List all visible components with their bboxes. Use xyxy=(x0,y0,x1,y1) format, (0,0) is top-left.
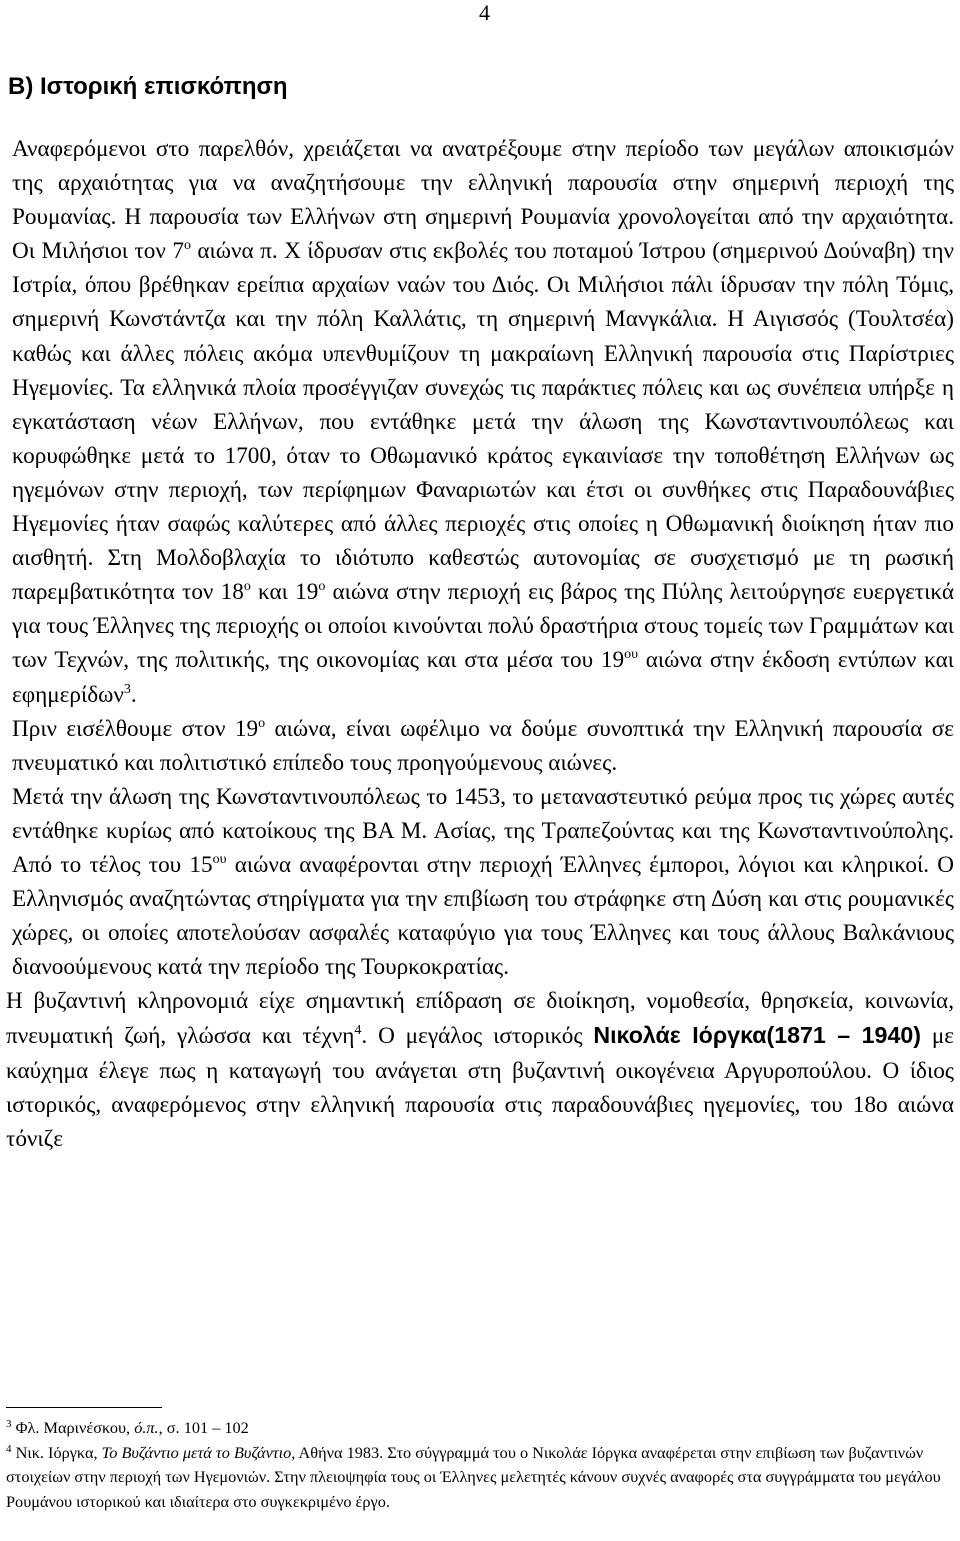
text: Η βυζαντινή κληρονομιά είχε σημαντική επίδραση σε διοίκηση, νομοθεσία, θρησκεία, κοινωνία, πνευματική ζωή, γλώσσα και τέχνη xyxy=(6,988,954,1050)
paragraph-4 xyxy=(6,984,954,1155)
text: με καύχημα έλεγε πως η καταγωγή του ανάγεται στη βυζαντινή οικογένεια Αργυροπούλου. Ο ίδιος ιστορικός, αναφερόμενος στην ελληνική παρουσία στις παραδουνάβιες ηγεμονίες, του 18ο αιώνα τόνιζε xyxy=(6,1023,954,1152)
body-text xyxy=(6,132,954,1156)
text: Φλ. Μαρινέσκου, xyxy=(11,1418,135,1437)
paragraph-3 xyxy=(6,780,954,985)
footnote-number: 3 xyxy=(6,1418,12,1430)
text: αιώνα στην περιοχή εις βάρος της Πύλης λειτούργησε ευεργετικά για τους Έλληνες της περιοχής οι οποίοι κινούνται πολύ δραστήρια στους τομείς των Γραμμάτων και των Τεχνών, της πολιτικής, της οικονομίας και στα μέσα του 19 xyxy=(12,579,954,674)
footnote-number: 4 xyxy=(6,1442,12,1455)
superscript: ο xyxy=(243,579,251,595)
text: . xyxy=(130,681,137,708)
italic-text: Το Βυζάντιο μετά το Βυζάντιο, xyxy=(101,1442,296,1462)
footnote-ref-3[interactable]: 3 xyxy=(123,681,131,697)
page-number: 4 xyxy=(479,0,490,25)
superscript: ο xyxy=(183,238,191,254)
text: Μετά την άλωση της Κωνσταντινουπόλεως το 1453, το μεταναστευτικό ρεύμα προς τις χώρες αυτές εντάθηκε κυρίως από κατοίκους της ΒΑ Μ. Ασίας, της Τραπεζούντας και της Κωνσταντινούπολης. Από το τέλος του 15 xyxy=(12,783,954,878)
paragraph-2 xyxy=(6,712,954,780)
text: Αναφερόμενοι στο παρελθόν, χρειάζεται να ανατρέξουμε στην περίοδο των μεγάλων αποικισμών της αρχαιότητας για να αναζητήσουμε την ελληνική παρουσία στην σημερινή περιοχή της Ρουμανίας. Η παρουσία των Ελλήνων στη σημερινή Ρουμανία χρονολογείται από την αρχαιότητα. Οι Μιλήσιοι τον 7 xyxy=(12,136,954,265)
section-heading: Β) Ιστορική επισκόπηση xyxy=(8,73,288,100)
superscript: ο xyxy=(258,715,266,731)
text: . Ο μεγάλος ιστορικός xyxy=(361,1023,594,1050)
text: αιώνα αναφέρονται στην περιοχή Έλληνες έμποροι, λόγιοι και κληρικοί. Ο Ελληνισμός αναζητώντας στηρίγματα για την επιβίωση του στράφηκε στη Δύση και στις ρουμανικές χώρες, οι οποίες αποτελούσαν ασφαλές καταφύγιο για τους Έλληνες και τους άλλους Βαλκάνιους διανοούμενους κατά την περίοδο της Τουρκοκρατίας. xyxy=(12,851,954,981)
text: Αθήνα 1983. Στο σύγγραμμά του ο Νικολάε Ιόργκα αναφέρεται στην επιβίωση των βυζαντινών στοιχείων στην περιοχή των Ηγεμονιών. Στην πλειοψηφία τους οι Έλληνες μελετητές κάνουν συχνές αναφορές στα συγγράμματα του μεγάλου Ρουμάνου ιστορικού και ιδιαίτερα στο συγκεκριμένο έργο. xyxy=(6,1442,941,1511)
footnote-3 xyxy=(6,1416,954,1441)
text: Πριν εισέλθουμε στον 19 xyxy=(12,715,259,742)
superscript: ο xyxy=(318,579,326,595)
text: Νικ. Ιόργκα, xyxy=(11,1442,102,1462)
superscript: ου xyxy=(624,647,638,663)
text: αιώνα π. Χ ίδρυσαν στις εκβολές του ποταμού Ίστρου (σημερινού Δούναβη) την Ιστρία, όπου βρέθηκαν ερείπια αρχαίων ναών του Διός. Οι Μιλήσιοι πάλι ίδρυσαν την πόλη Τόμις, σημερινή Κωνστάντζα και την πόλη Καλλάτις, τη σημερινή Μανγκάλια. Η Αιγισσός (Τουλτσέα) καθώς και άλλες πόλεις ακόμα υπενθυμίζουν τη μακραίωνη Ελληνική παρουσία στις Παρίστριες Ηγεμονίες. Τα ελληνικά πλοία προσέγγιζαν συνεχώς τις παράκτιες πόλεις και ως συνέπεια υπήρξε η εγκατάσταση νέων Ελλήνων, που εντάθηκε μετά την άλωση της Κωνσταντινουπόλεως και κορυφώθηκε μετά το 1700, όταν το Οθωμανικό κράτος εγκαινίασε την τοποθέτηση Ελλήνων ως ηγεμόνων στην περιοχή, των περίφημων Φαναριωτών και έτσι οι συνθήκες στις Παραδουνάβιες Ηγεμονίες ήταν σαφώς καλύτερες από άλλες περιοχές στις οποίες η Οθωμανική διοίκηση ήταν πιο αισθητή. Στη Μολδοβλαχία το ιδιότυπο καθεστώς αυτονομίας σε συσχετισμό με τη ρωσική παρεμβατικότητα τον 18 xyxy=(12,238,954,606)
bold-name: Νικολάε Ιόργκα(1871 – 1940) xyxy=(593,1022,921,1049)
text: , σ. 101 – 102 xyxy=(158,1418,249,1437)
paragraph-1 xyxy=(6,132,954,712)
text: και 19 xyxy=(250,579,319,606)
footnote-4 xyxy=(6,1441,954,1515)
footnote-ref-4[interactable]: 4 xyxy=(354,1023,362,1039)
text: αιώνα, είναι ωφέλιμο να δούμε συνοπτικά την Ελληνική παρουσία σε πνευματικό και πολιτιστικό επίπεδο τους προηγούμενους αιώνες. xyxy=(12,715,954,776)
italic-text: ό.π. xyxy=(134,1418,159,1437)
footnotes xyxy=(6,1416,954,1514)
text: αιώνα στην έκδοση εντύπων και εφημερίδων xyxy=(12,647,954,708)
footnote-separator xyxy=(6,1407,162,1408)
superscript: ου xyxy=(212,851,227,867)
